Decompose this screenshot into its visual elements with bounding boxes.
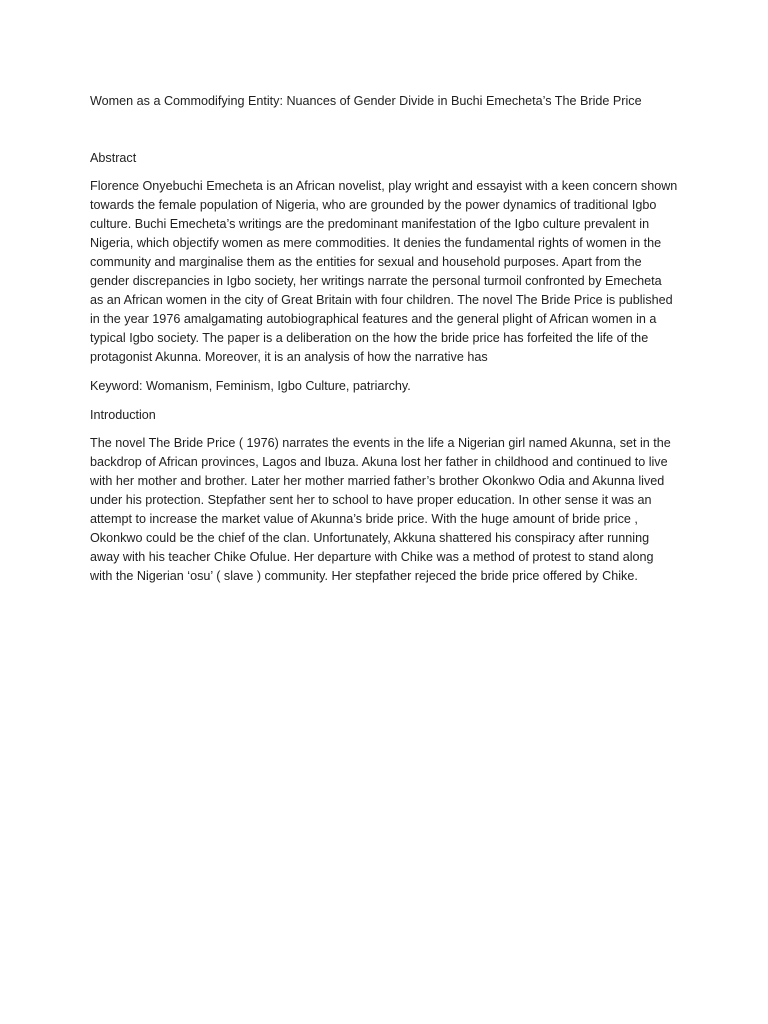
introduction-paragraph: The novel The Bride Price ( 1976) narrates the events in the life a Nigerian girl named Akunna, set in the backdrop of African provinces, Lagos and Ibuza. Akuna lost her father in childhood and continued to live with her mother and brother. Later her mother married father’s brother Okonkwo Odia and Akunna lived under his protection. Stepfather sent her to school to have proper education. In other sense it was an attempt to increase the market value of Akunna’s bride price. With the huge amount of bride price , Okonkwo could be the chief of the clan. Unfortunately, Akkuna shattered his conspiracy after running away with his teacher Chike Ofulue. Her departure with Chike was a method of protest to stand along with the Nigerian ‘osu’ ( slave ) community. Her stepfather rejeced the bride price offered by Chike. bbox=[90, 436, 671, 583]
paper-title: Women as a Commodifying Entity: Nuances of Gender Divide in Buchi Emecheta’s The Bride Price bbox=[90, 94, 642, 108]
keywords-line: Keyword: Womanism, Feminism, Igbo Culture, patriarchy. bbox=[90, 379, 411, 393]
introduction-heading: Introduction bbox=[90, 408, 156, 422]
abstract-heading: Abstract bbox=[90, 151, 137, 165]
abstract-paragraph: Florence Onyebuchi Emecheta is an African novelist, play wright and essayist with a keen concern shown towards the female population of Nigeria, who are grounded by the power dynamics of traditional Igbo culture. Buchi Emecheta’s writings are the predominant manifestation of the Igbo culture prevalent in Nigeria, which objectify women as mere commodities. It denies the fundamental rights of women in the community and marginalise them as the entities for sexual and household purposes. Apart from the gender discrepancies in Igbo society, her writings narrate the personal turmoil confronted by Emecheta as an African women in the city of Great Britain with four children. The novel The Bride Price is published in the year 1976 amalgamating autobiographical features and the general plight of African women in a typical Igbo society. The paper is a deliberation on the how the bride price has forfeited the life of the protagonist Akunna. Moreover, it is an analysis of how the narrative has bbox=[90, 179, 678, 364]
document-body bbox=[90, 92, 678, 596]
